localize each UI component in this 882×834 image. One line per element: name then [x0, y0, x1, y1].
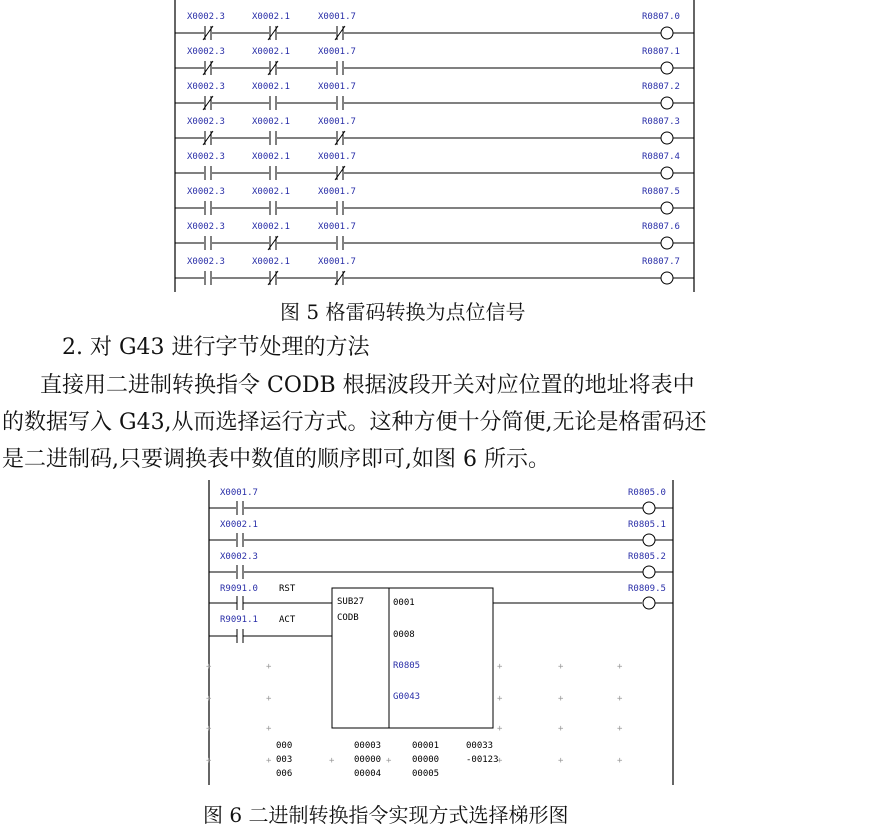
- grid-plus-mark: +: [206, 662, 212, 672]
- fig6-table-cell: 00000: [412, 755, 440, 765]
- fig5-contact-label: X0002.1: [252, 117, 290, 127]
- grid-plus-mark: +: [266, 756, 272, 766]
- func-mnemonic: CODB: [337, 613, 359, 623]
- fig5-contact-nc-icon: [203, 61, 213, 75]
- fig6-table-cell: 00000: [354, 755, 382, 765]
- grid-plus-mark: +: [558, 756, 564, 766]
- figure5-caption: 图 5 格雷码转换为点位信号: [280, 300, 526, 324]
- fig5-contact-label: X0002.3: [187, 47, 225, 57]
- grid-plus-mark: +: [558, 694, 564, 704]
- fig6-table-cell: 00033: [466, 741, 494, 751]
- fig5-contact-label: X0001.7: [318, 152, 356, 162]
- act-label: ACT: [279, 615, 296, 625]
- fig5-contact-label: X0001.7: [318, 47, 356, 57]
- grid-plus-mark: +: [617, 724, 623, 734]
- section-heading: 2. 对 G43 进行字节处理的方法: [62, 335, 370, 360]
- fig5-contact-nc-icon: [335, 26, 345, 40]
- param-input-address: R0805: [393, 661, 421, 671]
- grid-plus-mark: +: [497, 694, 503, 704]
- fig5-coil-label: R0807.2: [642, 82, 680, 92]
- fig5-contact-nc-icon: [335, 166, 345, 180]
- fig6-table-cell: 003: [276, 755, 293, 765]
- fig6-table-cell: 000: [276, 741, 293, 751]
- grid-plus-mark: +: [266, 694, 272, 704]
- func-name: SUB27: [337, 597, 365, 607]
- fig5-contact-nc-icon: [268, 61, 278, 75]
- fig6-table-cell: 00003: [354, 741, 382, 751]
- fig6-contact-label: X0002.3: [220, 552, 258, 562]
- fig5-contact-label: X0001.7: [318, 82, 356, 92]
- fig5-contact-nc-icon: [268, 26, 278, 40]
- fig6-table-cell: 00001: [412, 741, 440, 751]
- fig5-contact-nc-icon: [203, 26, 213, 40]
- fig5-contact-nc-icon: [268, 236, 278, 250]
- fig5-contact-label: X0001.7: [318, 12, 356, 22]
- fig6-table-cell: 006: [276, 769, 293, 779]
- fig5-coil-label: R0807.3: [642, 117, 680, 127]
- act-contact: [209, 629, 332, 643]
- grid-plus-mark: +: [617, 756, 623, 766]
- grid-plus-mark: +: [617, 662, 623, 672]
- grid-plus-mark: +: [206, 724, 212, 734]
- param-format: 0001: [393, 598, 415, 608]
- fig6-table-cell: 00004: [354, 769, 382, 779]
- fig5-contact-label: X0002.1: [252, 47, 290, 57]
- codb-function-block: [332, 588, 493, 728]
- grid-plus-mark: +: [386, 756, 392, 766]
- fig6-coil-label: R0805.1: [628, 520, 666, 530]
- rst-contact-label: R9091.0: [220, 584, 258, 594]
- paragraph-line-1: 直接用二进制转换指令 CODB 根据波段开关对应位置的地址将表中: [40, 373, 695, 398]
- paragraph-line-3: 是二进制码,只要调换表中数值的顺序即可,如图 6 所示。: [2, 447, 550, 472]
- grid-plus-mark: +: [497, 756, 503, 766]
- fig5-contact-label: X0002.1: [252, 222, 290, 232]
- grid-plus-mark: +: [266, 724, 272, 734]
- fig5-contact-nc-icon: [203, 96, 213, 110]
- fig5-contact-label: X0001.7: [318, 257, 356, 267]
- fig5-contact-label: X0002.1: [252, 82, 290, 92]
- fig5-coil-label: R0807.4: [642, 152, 680, 162]
- fig5-contact-label: X0002.3: [187, 152, 225, 162]
- param-count: 0008: [393, 630, 415, 640]
- fig5-contact-label: X0001.7: [318, 222, 356, 232]
- fig5-contact-label: X0002.3: [187, 12, 225, 22]
- fig5-contact-label: X0002.3: [187, 187, 225, 197]
- fig6-coil-label: R0805.0: [628, 488, 666, 498]
- param-output-address: G0043: [393, 692, 421, 702]
- fig5-contact-label: X0002.1: [252, 187, 290, 197]
- rst-label: RST: [279, 584, 296, 594]
- grid-plus-mark: +: [558, 724, 564, 734]
- rst-coil-label: R0809.5: [628, 584, 666, 594]
- fig6-contact-label: X0002.1: [220, 520, 258, 530]
- fig5-contact-nc-icon: [203, 131, 213, 145]
- fig5-contact-label: X0001.7: [318, 187, 356, 197]
- fig5-contact-label: X0002.3: [187, 117, 225, 127]
- rst-coil-icon: [643, 597, 655, 609]
- figure5-ladder: [0, 0, 882, 300]
- fig5-contact-label: X0002.1: [252, 12, 290, 22]
- fig5-contact-label: X0002.1: [252, 257, 290, 267]
- grid-plus-mark: +: [206, 694, 212, 704]
- fig5-coil-label: R0807.7: [642, 257, 680, 267]
- fig5-contact-label: X0001.7: [318, 117, 356, 127]
- rst-contact: [209, 596, 332, 610]
- fig5-coil-label: R0807.1: [642, 47, 680, 57]
- grid-plus-mark: +: [558, 662, 564, 672]
- fig5-contact-label: X0002.3: [187, 257, 225, 267]
- act-contact-label: R9091.1: [220, 615, 258, 625]
- grid-plus-mark: +: [617, 694, 623, 704]
- fig6-table-cell: -00123: [466, 755, 499, 765]
- grid-plus-mark: +: [266, 662, 272, 672]
- fig5-coil-label: R0807.6: [642, 222, 680, 232]
- grid-plus-mark: +: [206, 756, 212, 766]
- grid-plus-mark: +: [329, 756, 335, 766]
- figure6-ladder: [0, 480, 882, 790]
- paragraph-line-2: 的数据写入 G43,从而选择运行方式。这种方便十分简便,无论是格雷码还: [2, 410, 707, 435]
- fig5-coil-label: R0807.5: [642, 187, 680, 197]
- fig5-contact-label: X0002.1: [252, 152, 290, 162]
- fig6-contact-label: X0001.7: [220, 488, 258, 498]
- fig6-table-cell: 00005: [412, 769, 440, 779]
- fig5-contact-nc-icon: [335, 131, 345, 145]
- fig6-coil-label: R0805.2: [628, 552, 666, 562]
- fig5-contact-label: X0002.3: [187, 222, 225, 232]
- fig5-contact-nc-icon: [335, 271, 345, 285]
- grid-plus-mark: +: [497, 662, 503, 672]
- fig5-contact-label: X0002.3: [187, 82, 225, 92]
- figure6-caption: 图 6 二进制转换指令实现方式选择梯形图: [203, 803, 569, 827]
- grid-plus-mark: +: [497, 724, 503, 734]
- fig5-coil-label: R0807.0: [642, 12, 680, 22]
- fig5-contact-nc-icon: [268, 271, 278, 285]
